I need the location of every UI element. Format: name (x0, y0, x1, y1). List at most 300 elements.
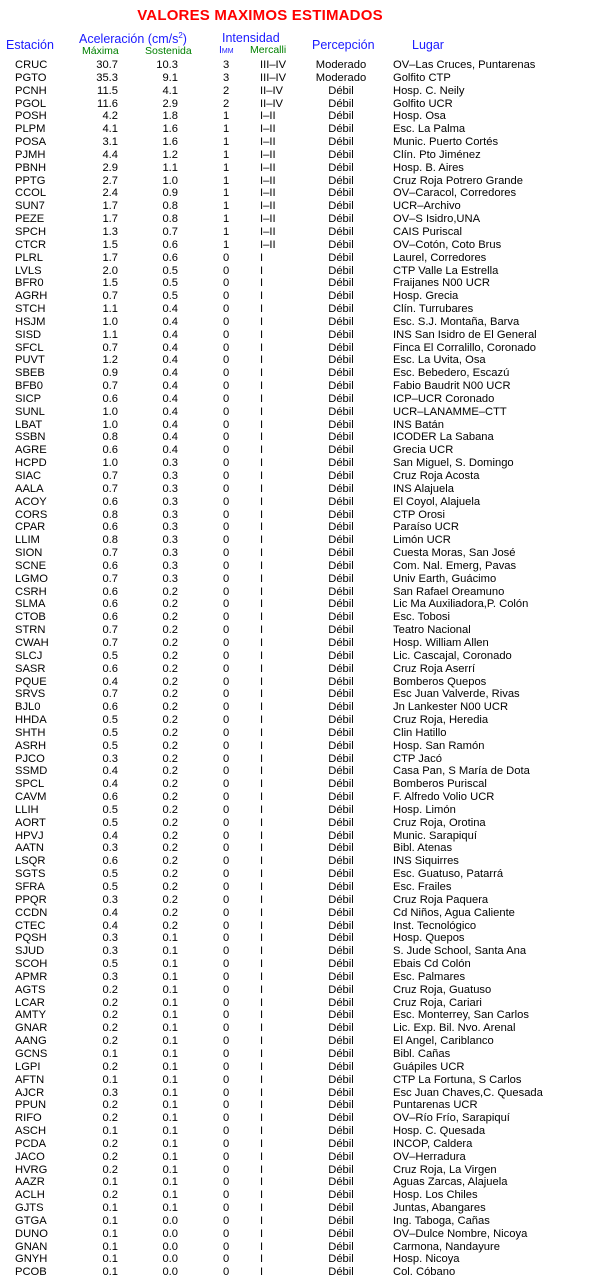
sustained-acceleration: 0.1 (162, 1060, 178, 1073)
imm-value: 1 (223, 174, 230, 187)
imm-value: 0 (223, 701, 230, 714)
max-acceleration: 0.3 (102, 842, 118, 855)
mercalli-value: I (260, 816, 264, 829)
perception: Débil (328, 200, 354, 213)
station-code: CTCR (15, 238, 47, 251)
perception: Débil (328, 367, 354, 380)
station-code: LSQR (15, 855, 46, 868)
imm-value: 0 (223, 470, 230, 482)
imm-value: 1 (223, 148, 230, 161)
header-maxima: Máxima (82, 45, 119, 57)
location: Ing. Taboga, Cañas (393, 1214, 490, 1227)
mercalli-value: I (260, 482, 264, 495)
max-acceleration: 1.0 (102, 315, 118, 328)
sustained-acceleration: 0.2 (162, 649, 178, 662)
perception: Débil (328, 636, 354, 649)
station-code: CCDN (15, 906, 48, 919)
mercalli-value: I (260, 1189, 264, 1202)
perception: Débil (328, 277, 354, 290)
location: CTP La Fortuna, S Carlos (393, 1073, 522, 1086)
imm-value: 0 (223, 1240, 230, 1253)
location: OV–Herradura (393, 1150, 466, 1163)
station-code: HHDA (15, 714, 47, 727)
perception: Débil (328, 521, 354, 534)
max-acceleration: 0.5 (102, 868, 118, 881)
location: Golfito CTP (393, 71, 451, 84)
mercalli-value: I (260, 791, 264, 804)
mercalli-value: I (260, 521, 264, 534)
perception: Débil (328, 970, 354, 983)
imm-value: 0 (223, 906, 230, 919)
max-acceleration: 0.2 (102, 996, 118, 1009)
sustained-acceleration: 0.0 (162, 1214, 178, 1227)
table-row (0, 714, 590, 727)
location: Hosp. B. Aires (393, 161, 464, 174)
sustained-acceleration: 0.3 (162, 534, 178, 547)
location: OV–Cotón, Coto Brus (393, 238, 502, 251)
table-row (0, 1164, 590, 1177)
station-code: BJL0 (15, 701, 41, 714)
mercalli-value: I (260, 559, 264, 572)
perception: Débil (328, 624, 354, 637)
location: OV–Río Frío, Sarapiquí (393, 1112, 510, 1125)
max-acceleration: 0.2 (102, 1060, 118, 1073)
sustained-acceleration: 0.0 (162, 1253, 178, 1266)
station-code: AMTY (15, 1009, 47, 1022)
perception: Débil (328, 495, 354, 508)
imm-value: 0 (223, 1163, 230, 1176)
imm-value: 0 (223, 264, 230, 277)
imm-value: 0 (223, 431, 230, 444)
station-code: STRN (15, 624, 46, 637)
sustained-acceleration: 0.3 (162, 559, 178, 572)
perception: Débil (328, 1022, 354, 1035)
imm-value: 0 (223, 662, 230, 675)
sustained-acceleration: 0.0 (162, 1227, 178, 1240)
max-acceleration: 0.7 (102, 636, 118, 649)
imm-value: 0 (223, 636, 230, 649)
max-acceleration: 0.1 (102, 1047, 118, 1060)
station-code: SRVS (15, 688, 46, 701)
sustained-acceleration: 2.9 (162, 97, 178, 110)
station-code: CTEC (15, 919, 46, 932)
location: Hosp. Nicoya (393, 1253, 460, 1266)
station-code: LBAT (15, 418, 43, 431)
station-code: AGTS (15, 983, 46, 996)
imm-value: 0 (223, 1112, 230, 1125)
mercalli-value: I (260, 726, 264, 739)
imm-value: 0 (223, 714, 230, 727)
station-code: SJUD (15, 945, 45, 958)
perception: Débil (328, 174, 354, 187)
sustained-acceleration: 0.1 (162, 1150, 178, 1163)
location: Teatro Nacional (393, 624, 471, 637)
table-row (0, 393, 590, 406)
station-code: PJCO (15, 752, 45, 765)
mercalli-value: I (260, 1086, 264, 1099)
max-acceleration: 1.0 (102, 418, 118, 431)
station-code: CWAH (15, 636, 49, 649)
table-row (0, 1202, 590, 1215)
location: San Rafael Oreamuno (393, 585, 505, 598)
table-row (0, 303, 590, 316)
location: Grecia UCR (393, 444, 454, 457)
imm-value: 0 (223, 816, 230, 829)
imm-value: 2 (223, 84, 230, 97)
sustained-acceleration: 0.1 (162, 1137, 178, 1150)
table-row (0, 1253, 590, 1266)
max-acceleration: 0.5 (102, 649, 118, 662)
max-acceleration: 11.5 (97, 84, 118, 97)
mercalli-value: I (260, 1047, 264, 1060)
table-row (0, 367, 590, 380)
location: Univ Earth, Guácimo (393, 572, 497, 585)
imm-value: 0 (223, 328, 230, 341)
sustained-acceleration: 0.1 (162, 1163, 178, 1176)
station-code: RIFO (15, 1112, 42, 1125)
imm-value: 0 (223, 624, 230, 637)
station-code: AGRE (15, 444, 47, 457)
mercalli-value: I (260, 624, 264, 637)
mercalli-value: I (260, 932, 264, 945)
sustained-acceleration: 0.4 (162, 367, 178, 380)
imm-value: 0 (223, 1266, 230, 1279)
sustained-acceleration: 0.1 (162, 1035, 178, 1048)
station-code: AJCR (15, 1086, 45, 1099)
imm-value: 0 (223, 277, 230, 290)
table-row (0, 265, 590, 278)
sustained-acceleration: 0.3 (162, 521, 178, 534)
imm-value: 0 (223, 893, 230, 906)
mercalli-value: I–II (260, 123, 276, 136)
location: Hosp. C. Neily (393, 84, 465, 97)
max-acceleration: 0.6 (102, 791, 118, 804)
mercalli-value: I (260, 778, 264, 791)
max-acceleration: 1.7 (102, 213, 118, 226)
max-acceleration: 0.6 (102, 392, 118, 405)
header-estacion: Estación (6, 38, 54, 52)
table-row (0, 1151, 590, 1164)
header-aceleracion-exponent: 2 (178, 31, 183, 40)
location: Cruz Roja, Cariari (393, 996, 482, 1009)
perception: Moderado (315, 59, 367, 71)
imm-value: 0 (223, 778, 230, 791)
imm-value: 0 (223, 855, 230, 868)
mercalli-value: I (260, 752, 264, 765)
sustained-acceleration: 0.2 (162, 585, 178, 598)
mercalli-value: I (260, 444, 264, 457)
perception: Débil (328, 444, 354, 457)
table-row (0, 1009, 590, 1022)
station-code: GNAN (15, 1240, 48, 1253)
location: INS Batán (393, 418, 444, 431)
sustained-acceleration: 0.1 (162, 1112, 178, 1125)
station-code: POSA (15, 136, 47, 149)
max-acceleration: 0.5 (102, 803, 118, 816)
imm-value: 0 (223, 765, 230, 778)
station-code: JACO (15, 1150, 45, 1163)
max-acceleration: 0.2 (102, 1150, 118, 1163)
perception: Débil (328, 534, 354, 547)
max-acceleration: 11.6 (97, 97, 118, 110)
sustained-acceleration: 0.4 (162, 341, 178, 354)
max-acceleration: 0.6 (102, 559, 118, 572)
station-code: HSJM (15, 315, 46, 328)
perception: Débil (328, 906, 354, 919)
mercalli-value: I (260, 354, 264, 367)
perception: Débil (328, 559, 354, 572)
location: Esc. Palmares (393, 970, 466, 983)
perception: Moderado (315, 71, 367, 84)
station-code: HVRG (15, 1163, 48, 1176)
perception: Débil (328, 1214, 354, 1227)
perception: Débil (328, 470, 354, 482)
station-code: PCNH (15, 84, 47, 97)
station-code: SFCL (15, 341, 44, 354)
station-code: STCH (15, 303, 46, 316)
mercalli-value: I (260, 405, 264, 418)
table-row (0, 1228, 590, 1241)
max-acceleration: 0.4 (102, 906, 118, 919)
perception: Débil (328, 1266, 354, 1279)
max-acceleration: 0.7 (102, 380, 118, 393)
table-row (0, 573, 590, 586)
location: CTP Orosi (393, 508, 446, 521)
location: Hosp. Los Chiles (393, 1189, 478, 1202)
max-acceleration: 0.9 (102, 367, 118, 380)
station-code: SPCL (15, 778, 45, 791)
imm-value: 0 (223, 1227, 230, 1240)
max-acceleration: 0.2 (102, 1189, 118, 1202)
station-code: PPQR (15, 893, 47, 906)
perception: Débil (328, 1060, 354, 1073)
table-row (0, 1125, 590, 1138)
header-mercalli: Mercalli (250, 44, 287, 56)
location: Munic. Puerto Cortés (393, 136, 499, 149)
mercalli-value: I (260, 1253, 264, 1266)
station-code: CORS (15, 508, 48, 521)
mercalli-value: I (260, 803, 264, 816)
station-code: SSMD (15, 765, 48, 778)
perception: Débil (328, 482, 354, 495)
sustained-acceleration: 0.1 (162, 1009, 178, 1022)
max-acceleration: 0.3 (102, 752, 118, 765)
perception: Débil (328, 701, 354, 714)
imm-value: 3 (223, 71, 230, 84)
station-code: HPVJ (15, 829, 44, 842)
imm-value: 0 (223, 457, 230, 470)
mercalli-value: I (260, 636, 264, 649)
location: Cruz Roja Aserrí (393, 662, 476, 675)
perception: Débil (328, 354, 354, 367)
max-acceleration: 3.1 (102, 136, 118, 149)
location: Esc Juan Chaves,C. Quesada (393, 1086, 543, 1099)
mercalli-value: I (260, 970, 264, 983)
location: Juntas, Abangares (393, 1202, 486, 1215)
station-code: LGMO (15, 572, 48, 585)
mercalli-value: I (260, 534, 264, 547)
sustained-acceleration: 4.1 (162, 84, 178, 97)
imm-value: 0 (223, 611, 230, 624)
mercalli-value: I (260, 1112, 264, 1125)
sustained-acceleration: 0.0 (162, 1240, 178, 1253)
mercalli-value: I (260, 1137, 264, 1150)
location: Esc. S.J. Montaña, Barva (393, 315, 520, 328)
imm-value: 0 (223, 739, 230, 752)
table-row (0, 496, 590, 509)
header-intensidad: Intensidad (222, 31, 280, 45)
sustained-acceleration: 0.3 (162, 457, 178, 470)
location: Bomberos Puriscal (393, 778, 487, 791)
imm-value: 0 (223, 1202, 230, 1215)
imm-value: 0 (223, 945, 230, 958)
station-code: SCNE (15, 559, 47, 572)
station-code: SHTH (15, 726, 46, 739)
table-row (0, 110, 590, 123)
imm-value: 0 (223, 932, 230, 945)
max-acceleration: 0.2 (102, 983, 118, 996)
station-code: CAVM (15, 791, 47, 804)
table-row (0, 329, 590, 342)
max-acceleration: 1.1 (102, 303, 118, 316)
table-row (0, 1138, 590, 1151)
perception: Débil (328, 919, 354, 932)
sustained-acceleration: 0.3 (162, 508, 178, 521)
table-row (0, 637, 590, 650)
max-acceleration: 1.0 (102, 405, 118, 418)
location: Hosp. Osa (393, 110, 446, 123)
sustained-acceleration: 0.3 (162, 495, 178, 508)
table-row (0, 149, 590, 162)
imm-value: 0 (223, 958, 230, 971)
location: CTP Jacó (393, 752, 442, 765)
imm-value: 0 (223, 1047, 230, 1060)
sustained-acceleration: 0.8 (162, 213, 178, 226)
station-code: LVLS (15, 264, 42, 277)
mercalli-value: I (260, 958, 264, 971)
imm-value: 0 (223, 1125, 230, 1138)
max-acceleration: 0.4 (102, 778, 118, 791)
sustained-acceleration: 0.5 (162, 264, 178, 277)
mercalli-value: I (260, 1163, 264, 1176)
mercalli-value: I–II (260, 174, 276, 187)
header-aceleracion-close: ) (182, 32, 187, 47)
station-code: SPCH (15, 225, 47, 238)
max-acceleration: 0.8 (102, 431, 118, 444)
table-row (0, 855, 590, 868)
max-acceleration: 0.4 (102, 829, 118, 842)
max-acceleration: 0.1 (102, 1266, 118, 1279)
mercalli-value: I (260, 996, 264, 1009)
max-acceleration: 0.1 (102, 1240, 118, 1253)
max-acceleration: 0.2 (102, 1022, 118, 1035)
location: ICP–UCR Coronado (393, 392, 495, 405)
sustained-acceleration: 0.1 (162, 996, 178, 1009)
table-row (0, 1189, 590, 1202)
table-row (0, 239, 590, 252)
location: Lic Ma Auxiliadora,P. Colón (393, 598, 529, 611)
max-acceleration: 0.1 (102, 1214, 118, 1227)
mercalli-value: I (260, 392, 264, 405)
location: CTP Valle La Estrella (393, 264, 499, 277)
station-code: AANG (15, 1035, 47, 1048)
location: San Miguel, S. Domingo (393, 457, 514, 470)
perception: Débil (328, 97, 354, 110)
table-row (0, 444, 590, 457)
table-row (0, 136, 590, 149)
location: Guápiles UCR (393, 1060, 465, 1073)
table-row (0, 547, 590, 560)
station-code: CPAR (15, 521, 46, 534)
perception: Débil (328, 1099, 354, 1112)
mercalli-value: I (260, 829, 264, 842)
perception: Débil (328, 303, 354, 316)
perception: Débil (328, 739, 354, 752)
station-code: PCDA (15, 1137, 47, 1150)
sustained-acceleration: 0.1 (162, 1086, 178, 1099)
max-acceleration: 2.9 (102, 161, 118, 174)
max-acceleration: 4.2 (102, 110, 118, 123)
location: INS San Isidro de El General (393, 328, 537, 341)
perception: Débil (328, 1137, 354, 1150)
max-acceleration: 0.5 (102, 714, 118, 727)
perception: Débil (328, 714, 354, 727)
max-acceleration: 0.6 (102, 598, 118, 611)
sustained-acceleration: 0.2 (162, 855, 178, 868)
sustained-acceleration: 0.4 (162, 418, 178, 431)
station-code: AORT (15, 816, 46, 829)
imm-value: 0 (223, 1035, 230, 1048)
perception: Débil (328, 1047, 354, 1060)
max-acceleration: 0.7 (102, 470, 118, 482)
imm-value: 0 (223, 367, 230, 380)
imm-value: 0 (223, 1214, 230, 1227)
table-row (0, 958, 590, 971)
table-row (0, 1266, 590, 1279)
mercalli-value: I (260, 1022, 264, 1035)
location: Cruz Roja Potrero Grande (393, 174, 523, 187)
imm-value: 0 (223, 791, 230, 804)
table-row (0, 1099, 590, 1112)
mercalli-value: I (260, 251, 264, 264)
max-acceleration: 0.3 (102, 1086, 118, 1099)
station-code: PPUN (15, 1099, 47, 1112)
sustained-acceleration: 0.1 (162, 1202, 178, 1215)
table-row (0, 1061, 590, 1074)
location: Esc. Bebedero, Escazú (393, 367, 510, 380)
sustained-acceleration: 0.2 (162, 688, 178, 701)
station-code: ASRH (15, 739, 47, 752)
max-acceleration: 0.3 (102, 945, 118, 958)
imm-value: 0 (223, 495, 230, 508)
max-acceleration: 0.8 (102, 534, 118, 547)
station-code: APMR (15, 970, 48, 983)
header-aceleracion (79, 31, 187, 46)
perception: Débil (328, 251, 354, 264)
sustained-acceleration: 0.2 (162, 624, 178, 637)
max-acceleration: 2.0 (102, 264, 118, 277)
mercalli-value: I (260, 868, 264, 881)
station-code: ASCH (15, 1125, 47, 1138)
perception: Débil (328, 341, 354, 354)
sustained-acceleration: 0.2 (162, 791, 178, 804)
perception: Débil (328, 778, 354, 791)
sustained-acceleration: 1.0 (162, 174, 178, 187)
sustained-acceleration: 0.4 (162, 444, 178, 457)
mercalli-value: I (260, 1060, 264, 1073)
imm-value: 0 (223, 444, 230, 457)
max-acceleration: 0.1 (102, 1202, 118, 1215)
